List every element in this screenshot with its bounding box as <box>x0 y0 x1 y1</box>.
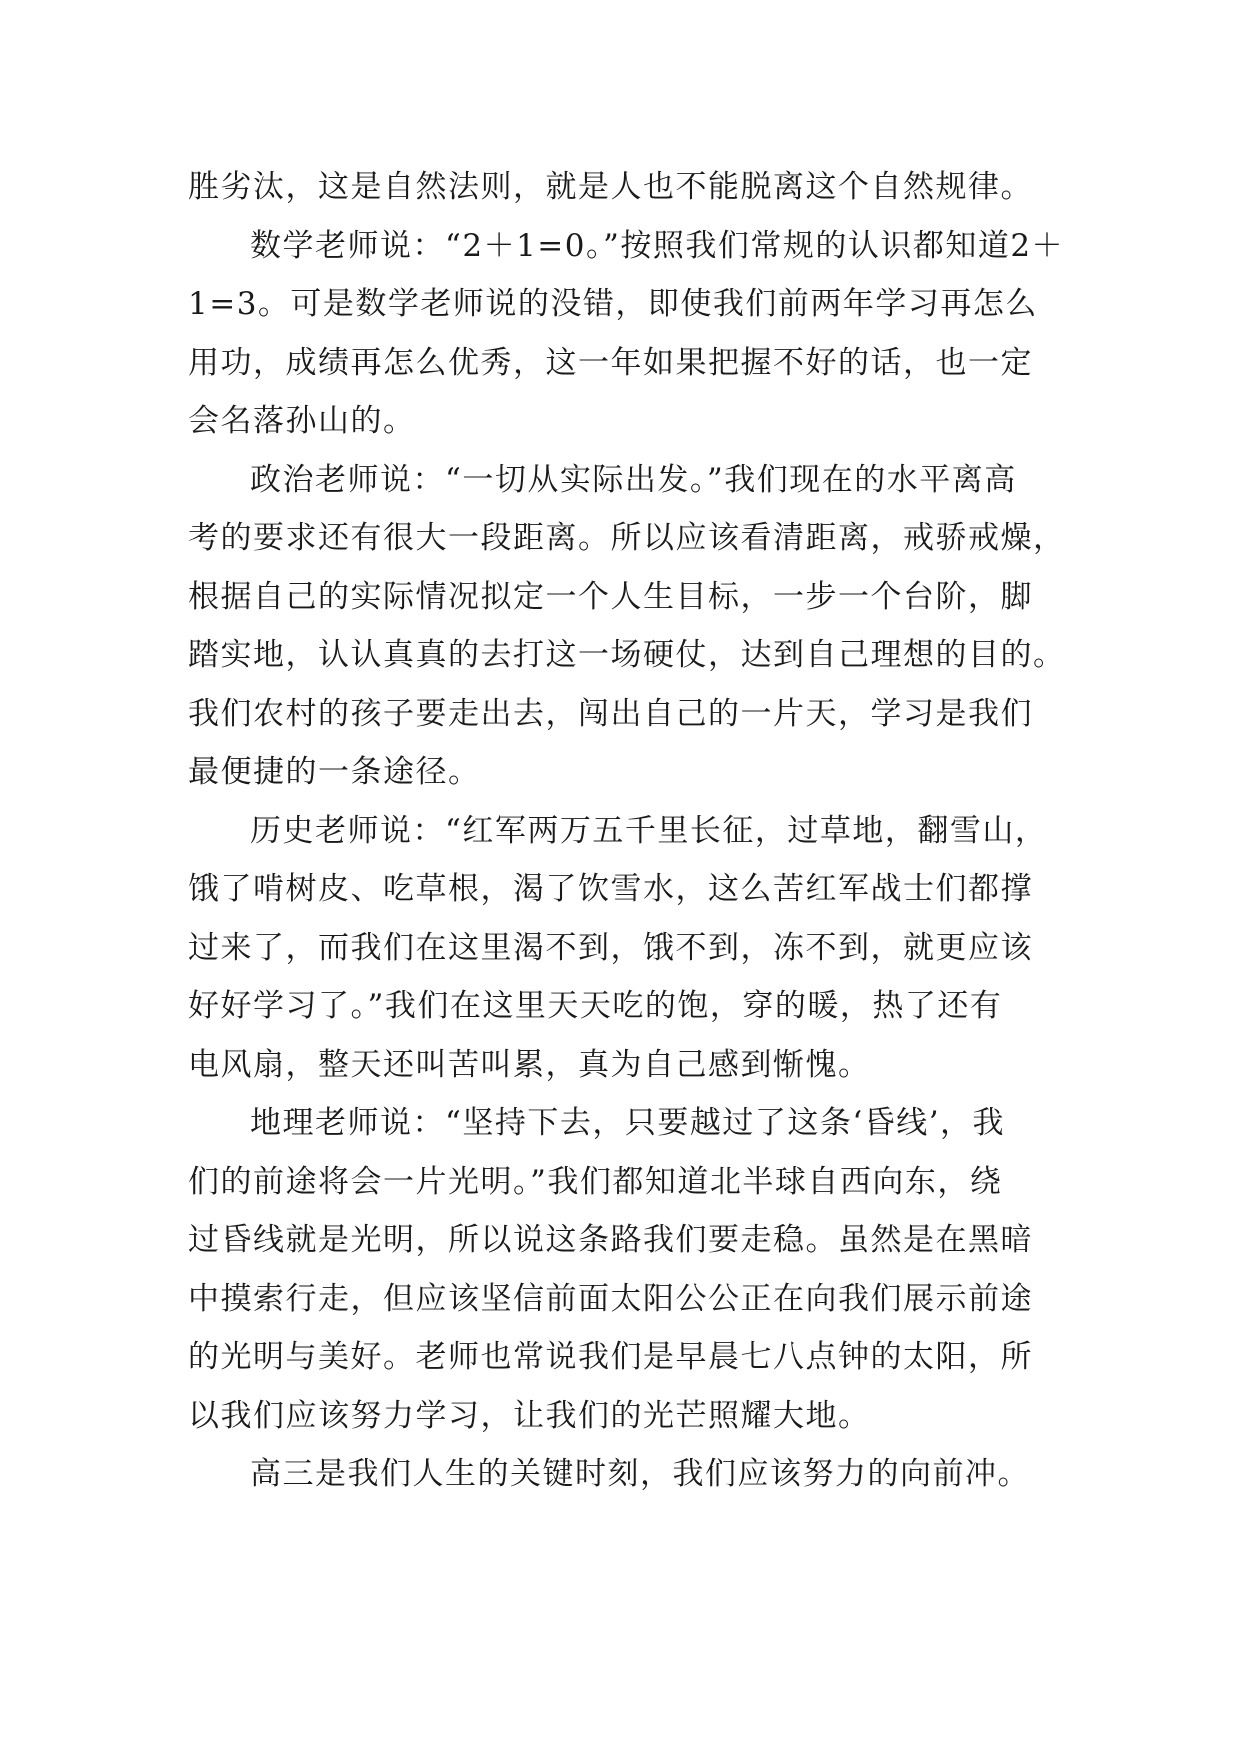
text-line: 踏实地，认认真真的去打这一场硬仗，达到自己理想的目的。 <box>188 637 1066 673</box>
body-text <box>188 158 1066 1504</box>
text-line: 胜劣汰，这是自然法则，就是人也不能脱离这个自然规律。 <box>188 169 1033 205</box>
text-line: 最便捷的一条途径。 <box>188 754 481 790</box>
text-line: 我们农村的孩子要走出去，闯出自己的一片天，学习是我们 <box>188 695 1033 732</box>
text-line: 们的前途将会一片光明。”我们都知道北半球自西向东，绕 <box>188 1163 1003 1200</box>
text-line: 考的要求还有很大一段距离。所以应该看清距离，戒骄戒燥， <box>188 520 1066 556</box>
text-line: 饿了啃树皮、吃草根，渴了饮雪水，这么苦红军战士们都撑 <box>188 871 1033 907</box>
text-line: 中摸索行走，但应该坚信前面太阳公公正在向我们展示前途 <box>188 1280 1033 1317</box>
text-line: 会名落孙山的。 <box>188 403 416 439</box>
text-line: 以我们应该努力学习，让我们的光芒照耀大地。 <box>188 1397 871 1434</box>
text-line: 用功，成绩再怎么优秀，这一年如果把握不好的话，也一定 <box>188 344 1033 381</box>
text-line: 数学老师说：“2＋1=0。”按照我们常规的认识都知道2＋ <box>250 227 1065 264</box>
text-line: 电风扇，整天还叫苦叫累，真为自己感到惭愧。 <box>188 1046 871 1083</box>
text-line: 高三是我们人生的关键时刻，我们应该努力的向前冲。 <box>250 1456 1030 1492</box>
text-line: 地理老师说：“坚持下去，只要越过了这条‘昏线’，我 <box>250 1105 1006 1141</box>
text-line: 政治老师说：“一切从实际出发。”我们现在的水平离高 <box>250 461 1017 498</box>
text-line: 1=3。可是数学老师说的没错，即使我们前两年学习再怎么 <box>188 286 1038 322</box>
text-line: 过昏线就是光明，所以说这条路我们要走稳。虽然是在黑暗 <box>188 1222 1033 1258</box>
text-line: 历史老师说：“红军两万五千里长征，过草地，翻雪山， <box>250 812 1048 849</box>
text-line: 的光明与美好。老师也常说我们是早晨七八点钟的太阳，所 <box>188 1339 1033 1375</box>
text-line: 过来了，而我们在这里渴不到，饿不到，冻不到，就更应该 <box>188 929 1033 966</box>
text-line: 根据自己的实际情况拟定一个人生目标，一步一个台阶，脚 <box>188 578 1033 615</box>
text-line: 好好学习了。”我们在这里天天吃的饱，穿的暖，热了还有 <box>188 988 1003 1024</box>
